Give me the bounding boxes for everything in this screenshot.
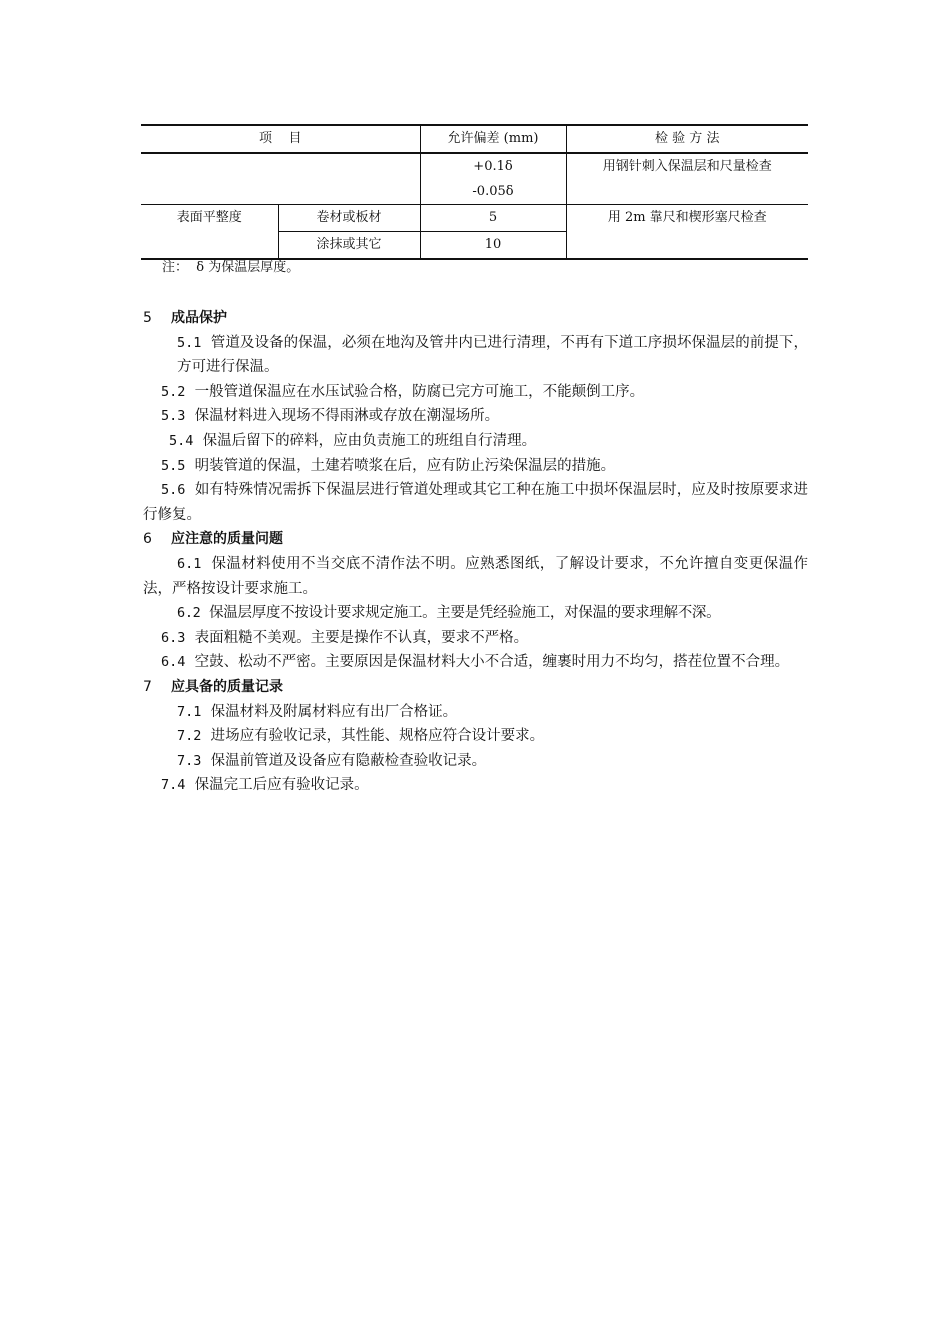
item-number: 5.3: [161, 408, 186, 425]
list-item: [143, 552, 808, 601]
table-row: [141, 153, 808, 205]
item-number: 5.5: [161, 457, 186, 474]
row2-sub: 卷材或板材: [278, 205, 420, 232]
list-item: [143, 454, 808, 479]
list-item: [143, 773, 808, 798]
document-body: [143, 306, 808, 798]
item-number: 5.6: [161, 482, 186, 499]
section-heading: [143, 527, 808, 552]
tolerance-table: [141, 124, 808, 260]
item-number: 6.3: [161, 629, 186, 646]
item-text: 保温材料使用不当交底不清作法不明。应熟悉图纸，了解设计要求，不允许擅自变更保温作法，严格按设计要求施工。: [143, 555, 809, 597]
item-text: 保温后留下的碎料，应由负责施工的班组自行清理。: [202, 432, 537, 449]
item-text: 保温层厚度不按设计要求规定施工。主要是凭经验施工，对保温的要求理解不深。: [209, 605, 721, 622]
list-item: [143, 429, 808, 454]
item-number: 7.3: [177, 752, 202, 769]
list-item: [143, 700, 808, 725]
row1-tolerance-plus: +0.1δ: [473, 159, 513, 174]
row3-tolerance: 10: [420, 232, 566, 260]
list-item: [143, 331, 808, 380]
row2-tolerance: 5: [420, 205, 566, 232]
list-item: [143, 404, 808, 429]
row1-tolerance: [420, 153, 566, 205]
item-number: 7.2: [177, 728, 202, 745]
row2-item: 表面平整度: [141, 205, 278, 260]
header-method: 检 验 方 法: [566, 125, 808, 153]
header-item: 项 目: [141, 125, 420, 153]
item-text: 管道及设备的保温，必须在地沟及管井内已进行清理，不再有下道工序损坏保温层的前提下，方可进行保温。: [177, 334, 808, 376]
item-text: 保温材料及附属材料应有出厂合格证。: [210, 703, 458, 720]
item-number: 7.1: [177, 703, 202, 720]
item-number: 6.1: [177, 555, 202, 572]
row1-tolerance-minus: -0.05δ: [472, 184, 514, 199]
section-heading: [143, 675, 808, 700]
item-text: 进场应有验收记录，其性能、规格应符合设计要求。: [210, 728, 545, 745]
item-text: 保温材料进入现场不得雨淋或存放在潮湿场所。: [194, 408, 500, 425]
list-item: [143, 601, 808, 626]
item-text: 保温完工后应有验收记录。: [194, 777, 369, 794]
list-item: [143, 478, 808, 527]
item-number: 7.4: [161, 777, 186, 794]
list-item: [143, 724, 808, 749]
item-number: 6.2: [177, 605, 201, 622]
row1-method: 用钢针刺入保温层和尺量检查: [566, 153, 808, 205]
item-text: 保温前管道及设备应有隐蔽检查验收记录。: [210, 752, 487, 769]
table-header-row: [141, 125, 808, 153]
table-note: 注： δ 为保温层厚度。: [162, 260, 300, 275]
table-row: [141, 205, 808, 232]
list-item: [143, 749, 808, 774]
item-text: 明装管道的保温，土建若喷浆在后，应有防止污染保温层的措施。: [194, 457, 616, 474]
item-text: 空鼓、松动不严密。主要原因是保温材料大小不合适，缠裹时用力不均匀，搭茬位置不合理。: [194, 654, 790, 671]
section-number: 6: [143, 531, 152, 548]
item-number: 5.4: [169, 432, 194, 449]
row2-method: 用 2m 靠尺和楔形塞尺检查: [566, 205, 808, 260]
item-number: 6.4: [161, 654, 186, 671]
section-title: 应注意的质量问题: [171, 531, 283, 548]
item-text: 一般管道保温应在水压试验合格，防腐已完方可施工，不能颠倒工序。: [194, 383, 645, 400]
section-number: 5: [143, 310, 152, 326]
item-text: 表面粗糙不美观。主要是操作不认真，要求不严格。: [194, 629, 529, 646]
item-number: 5.1: [177, 334, 202, 351]
list-item: [143, 650, 808, 675]
item-text: 如有特殊情况需拆下保温层进行管道处理或其它工种在施工中损坏保温层时，应及时按原要求进行修复。: [143, 482, 809, 523]
list-item: [143, 626, 808, 651]
list-item: [143, 380, 808, 405]
section-title: 成品保护: [171, 310, 227, 326]
row3-sub: 涂抹或其它: [278, 232, 420, 260]
row1-item: [141, 153, 420, 205]
section-heading: [143, 306, 808, 331]
section-title: 应具备的质量记录: [171, 678, 283, 695]
item-number: 5.2: [161, 383, 186, 400]
section-number: 7: [143, 678, 152, 695]
header-tolerance: 允许偏差 (mm): [420, 125, 566, 153]
